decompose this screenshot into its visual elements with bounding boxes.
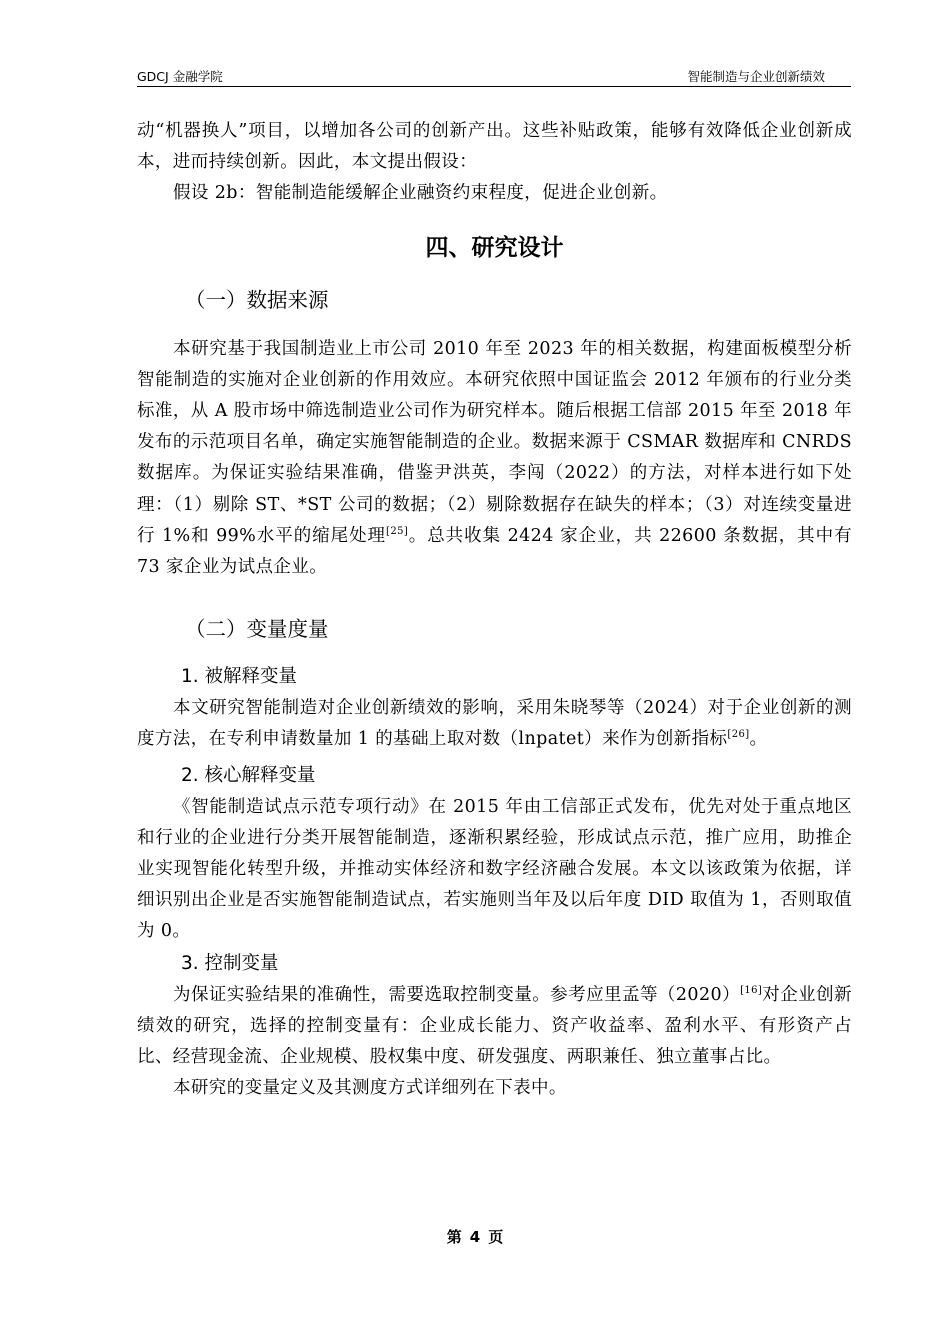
- footer-prefix: 第: [446, 1228, 462, 1246]
- hypothesis-2b: 假设 2b：智能制造能缓解企业融资约束程度，促进企业创新。: [173, 183, 668, 204]
- subsection-data-source-title: （一）数据来源: [185, 287, 329, 312]
- header-paper-title: 智能制造与企业创新绩效: [687, 69, 825, 84]
- subsection-variables-title: （二）变量度量: [185, 617, 329, 642]
- header-institution: GDCJ 金融学院: [137, 69, 223, 84]
- page-header: [137, 62, 851, 87]
- var2-title: 2. 核心解释变量: [181, 764, 316, 786]
- paragraph-var2: 《智能制造试点示范专项行动》在 2015 年由工信部正式发布，优先对处于重点地区和行业的企业进行分类开展智能制造，逐渐积累经验，形成试点示范，推广应用，助推企业实现智能化转型升级，并推动实体经济和数字经济融合发展。本文以该政策为依据，详细识别出企业是否实施智能制造试点，若实施则当年及以后年度 DID 取值为 1，否则取值为 0。: [137, 796, 852, 942]
- paragraph-var3: [137, 980, 852, 1074]
- var3-title: 3. 控制变量: [181, 952, 279, 974]
- paragraph-data-source: [137, 334, 852, 584]
- paragraph-closing: 本研究的变量定义及其测度方式详细列在下表中。: [173, 1078, 567, 1099]
- page-number: 4: [469, 1228, 481, 1246]
- data-source-text: 本研究基于我国制造业上市公司 2010 年至 2023 年的相关数据，构建面板模型分析智能制造的实施对企业创新的作用效应。本研究依照中国证监会 2012 年颁布的行业分类标准，从 A 股市场中筛选制造业公司作为研究样本。随后根据工信部 2015 年至 2018 年发布的示范项目名单，确定实施智能制造的企业。数据来源于 CSMAR 数据库和 CNRDS 数据库。为保证实验结果准确，借鉴尹洪英，李闯（2022）的方法，对样本进行如下处理：（1）剔除 ST、*ST 公司的数据；（2）剔除数据存在缺失的样本；（3）对连续变量进行 1%和 99%水平的缩尾处理: [137, 338, 852, 546]
- section-title: 四、研究设计: [425, 234, 564, 261]
- paragraph-var1: [137, 693, 852, 755]
- citation-25: [25]: [386, 526, 409, 537]
- var1-title: 1. 被解释变量: [181, 666, 298, 688]
- var3-text-end: 对企业创新绩效的研究，选择的控制变量有：企业成长能力、资产收益率、盈利水平、有形资产占比、经营现金流、企业规模、股权集中度、研发强度、两职兼任、独立董事占比。: [137, 984, 853, 1068]
- var3-text: 为保证实验结果的准确性，需要选取控制变量。参考应里孟等（2020）: [173, 984, 741, 1005]
- citation-26: [26]: [727, 729, 750, 741]
- var1-text: 本文研究智能制造对企业创新绩效的影响，采用朱晓琴等（2024）对于企业创新的测度方法，在专利申请数量加 1 的基础上取对数（lnpatet）来作为创新指标: [137, 698, 852, 750]
- page-footer: [0, 1226, 950, 1247]
- page-body: [137, 116, 852, 1104]
- footer-suffix: 页: [488, 1228, 504, 1246]
- var1-text-end: 。: [749, 729, 768, 750]
- data-source-text-end: 。总共收集 2424 家企业，共 22600 条数据，其中有 73 家企业为试点企业。: [137, 525, 852, 578]
- paragraph-continuation: 动“机器换人”项目，以增加各公司的创新产出。这些补贴政策，能够有效降低企业创新成本，进而持续创新。因此，本文提出假设：: [137, 121, 852, 173]
- citation-16: [16]: [740, 984, 763, 996]
